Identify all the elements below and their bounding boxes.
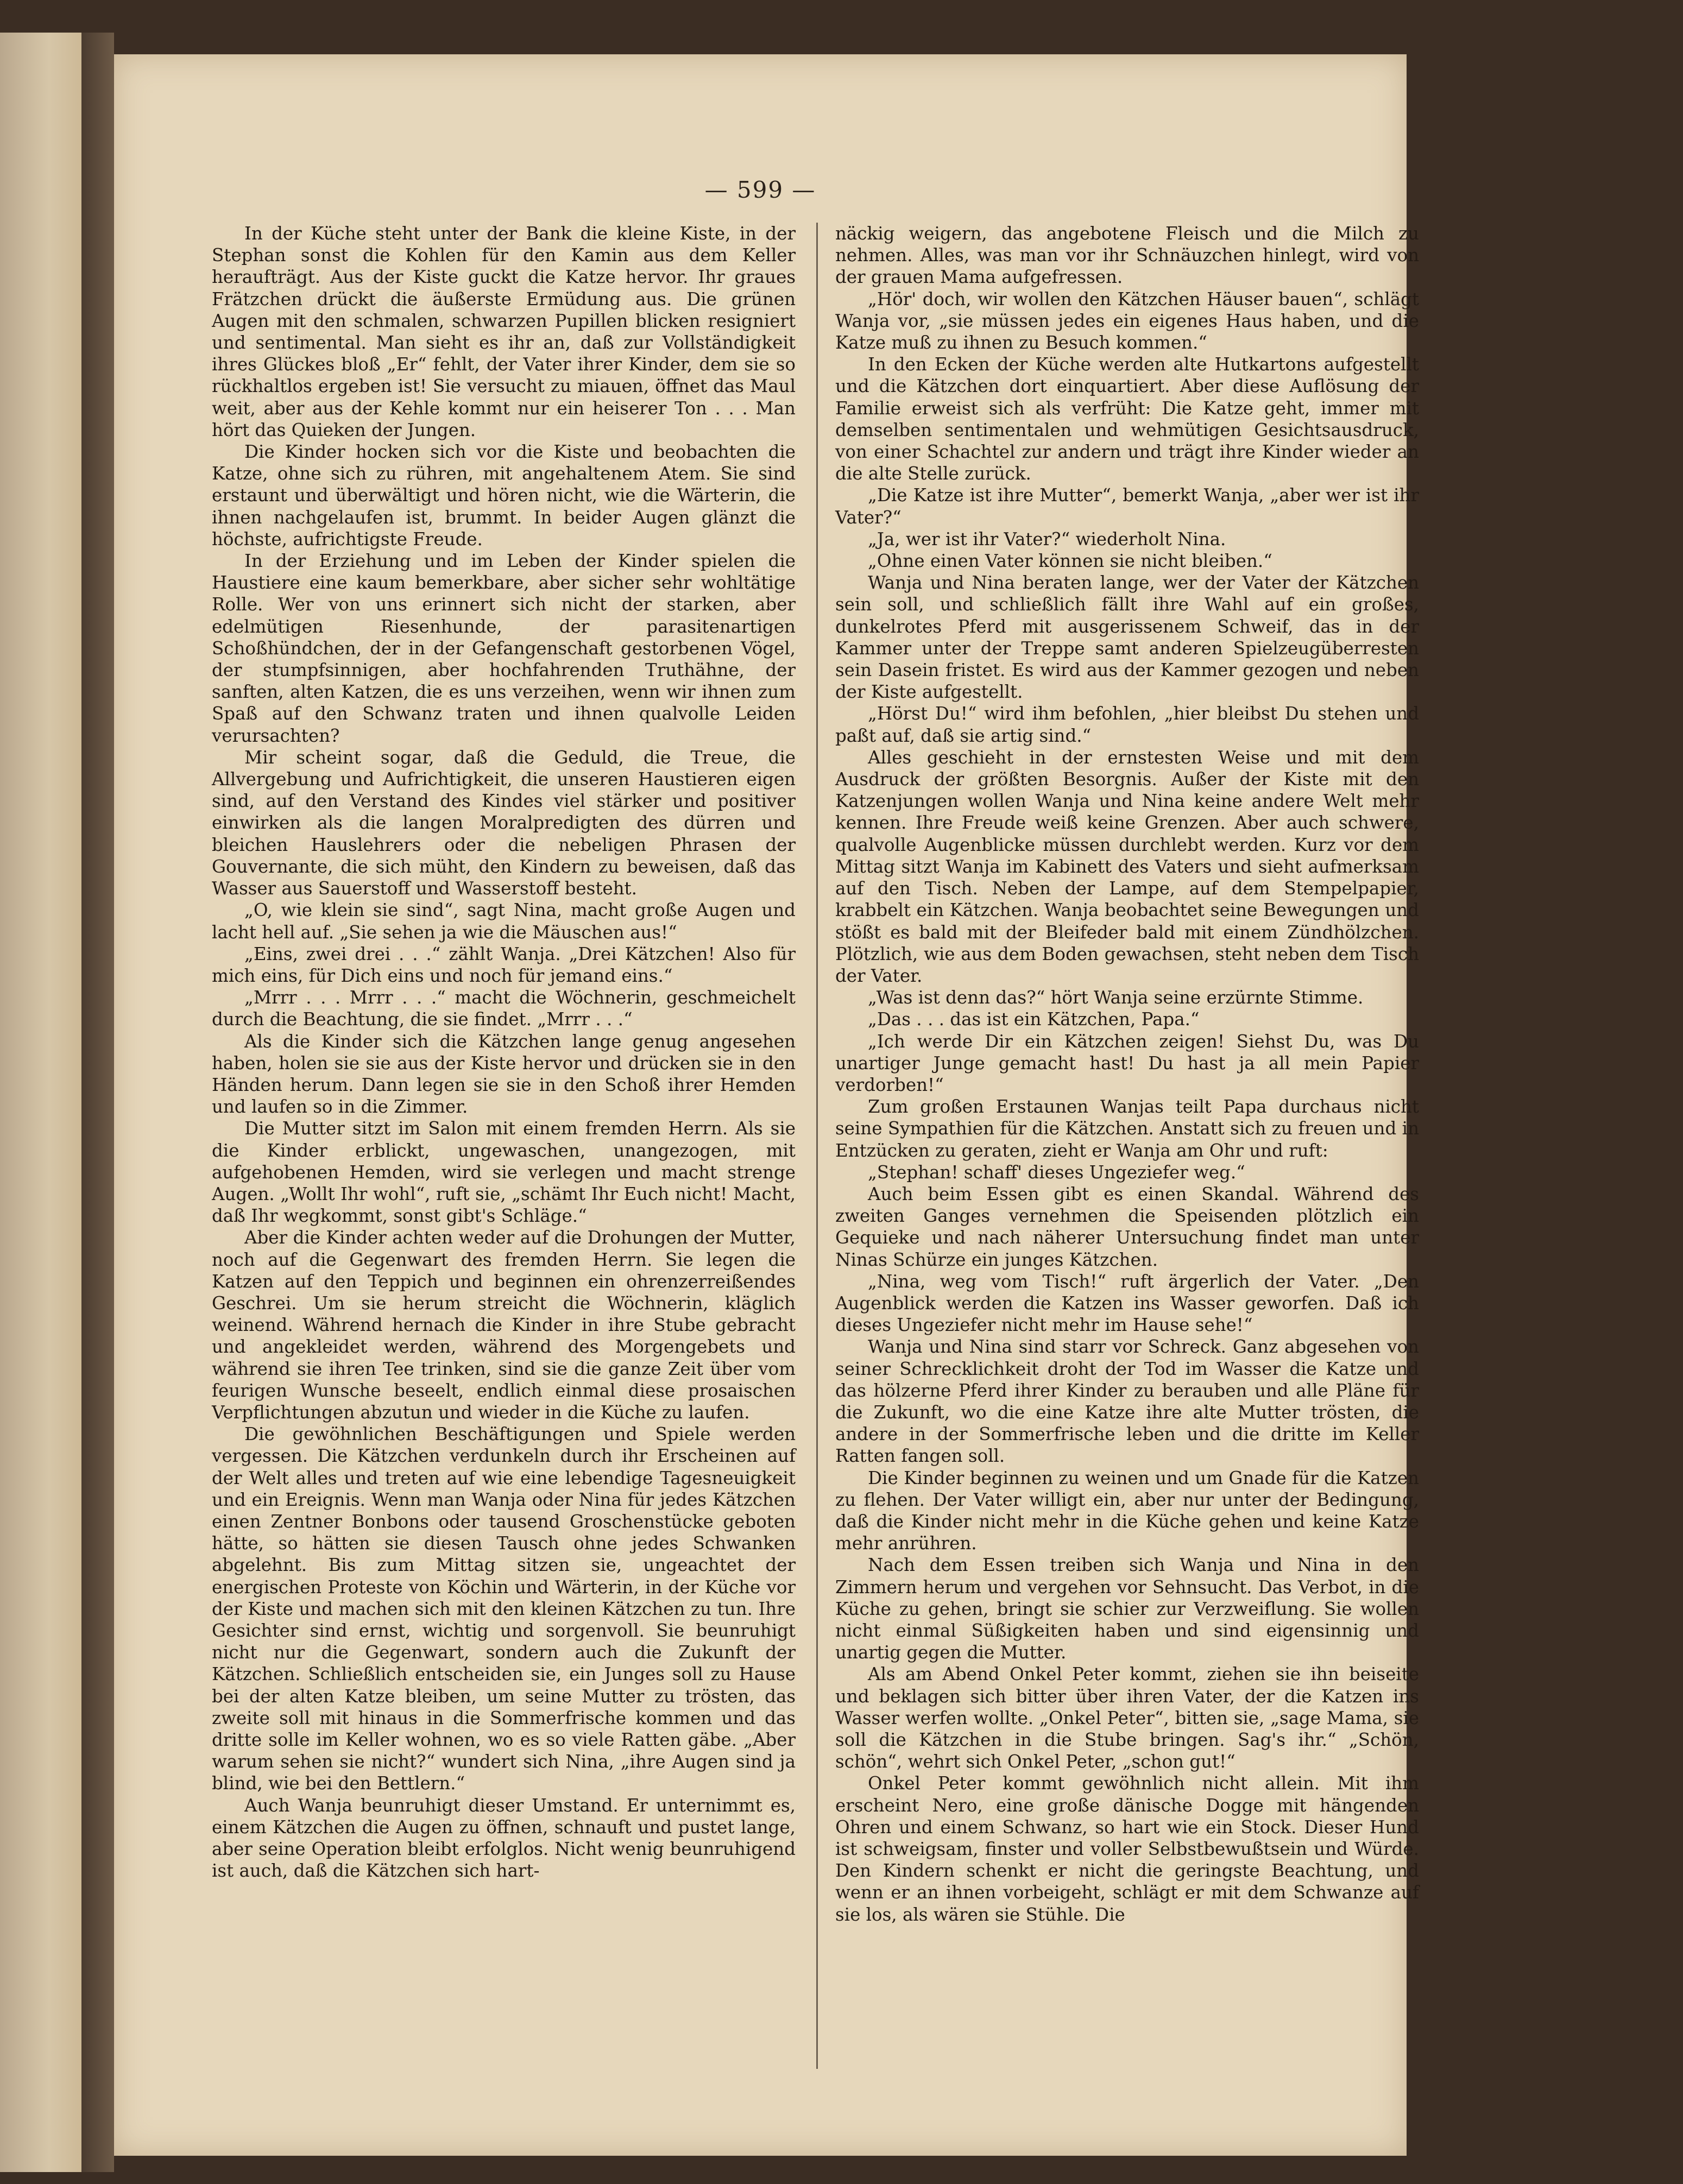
paragraph: „Nina, weg vom Tisch!“ ruft ärgerlich der Vater. „Den Augenblick werden die Katzen ins Wasser geworfen. Daß ich dieses Ungeziefer nicht mehr im Hause sehe!“ — [835, 1271, 1419, 1336]
paragraph: Als am Abend Onkel Peter kommt, ziehen sie ihn beiseite und beklagen sich bitter über ihren Vater, der die Katzen ins Wasser werfen wollte. „Onkel Peter“, bitten sie, „sage Mama, sie soll die Kätzchen in die Stube bringen. Sag's ihr.“ „Schön, schön“, wehrt sich Onkel Peter, „schon gut!“ — [835, 1664, 1419, 1772]
column-divider — [816, 223, 818, 2069]
paragraph: „Hörst Du!“ wird ihm befohlen, „hier bleibst Du stehen und paßt auf, daß sie artig sind.“ — [835, 703, 1419, 746]
paragraph: In der Erziehung und im Leben der Kinder spielen die Haustiere eine kaum bemerkbare, aber sicher sehr wohltätige Rolle. Wer von uns erinnert sich nicht der starken, aber edelmütigen Riesenhunde, der parasitenartigen Schoßhündchen, der in der Gefangenschaft gestorbenen Vögel, der stumpfsinnigen, aber hochfahrenden Truthähne, der sanften, alten Katzen, die es uns verzeihen, wenn wir ihnen zum Spaß auf den Schwanz traten und ihnen qualvolle Leiden verursachten? — [212, 551, 796, 746]
paragraph: „Stephan! schaff' dieses Ungeziefer weg.“ — [868, 1162, 1245, 1183]
paragraph: Die Mutter sitzt im Salon mit einem fremden Herrn. Als sie die Kinder erblickt, ungewaschen, unangezogen, mit aufgehobenen Hemden, wird sie verlegen und macht strenge Augen. „Wollt Ihr wohl“, ruft sie, „schämt Ihr Euch nicht! Macht, daß Ihr wegkommt, sonst gibt's Schläge.“ — [212, 1118, 796, 1227]
paragraph: Aber die Kinder achten weder auf die Drohungen der Mutter, noch auf die Gegenwart des fremden Herrn. Sie legen die Katzen auf den Teppich und beginnen ein ohrenzerreißendes Geschrei. Um sie herum streicht die Wöchnerin, kläglich weinend. Während hernach die Kinder in ihre Stube gebracht und angekleidet werden, während des Morgengebets und während sie ihren Tee trinken, sind sie die ganze Zeit über vom feurigen Wunsche beseelt, endlich einmal diese prosaischen Verpflichtungen abzutun und wieder in die Küche zu laufen. — [212, 1227, 796, 1423]
paragraph: Die Kinder beginnen zu weinen und um Gnade für die Katzen zu flehen. Der Vater willigt ein, aber nur unter der Bedingung, daß die Kinder nicht mehr in die Küche gehen und keine Katze mehr anrühren. — [835, 1467, 1419, 1554]
paragraph: Die gewöhnlichen Beschäftigungen und Spiele werden vergessen. Die Kätzchen verdunkeln durch ihr Erscheinen auf der Welt alles und treten auf wie eine lebendige Tagesneuigkeit und ein Ereignis. Wenn man Wanja oder Nina für jedes Kätzchen einen Zentner Bonbons oder tausend Groschenstücke geboten hätte, so hätten sie diesen Tausch ohne jedes Schwanken abgelehnt. Bis zum Mittag sitzen sie, ungeachtet der energischen Proteste von Köchin und Wärterin, in der Küche vor der Kiste und machen sich mit den kleinen Kätzchen zu tun. Ihre Gesichter sind ernst, wichtig und sorgenvoll. Sie beunruhigt nicht nur die Gegenwart, sondern auch die Zukunft der Kätzchen. Schließlich entscheiden sie, ein Junges soll zu Hause bei der alten Katze bleiben, um seine Mutter zu trösten, das zweite soll mit hinaus in die Sommerfrische kommen und das dritte solle im Keller wohnen, wo es so viele Ratten gäbe. „Aber warum sehen sie nicht?“ wundert sich Nina, „ihre Augen sind ja blind, wie bei den Bettlern.“ — [212, 1424, 796, 1794]
paragraph: „O, wie klein sie sind“, sagt Nina, macht große Augen und lacht hell auf. „Sie sehen ja wie die Mäuschen aus!“ — [212, 900, 796, 943]
paragraph: Nach dem Essen treiben sich Wanja und Nina in den Zimmern herum und vergehen vor Sehnsucht. Das Verbot, in die Küche zu gehen, bringt sie schier zur Verzweiflung. Sie wollen nicht einmal Süßigkeiten haben und sind eigensinnig und unartig gegen die Mutter. — [835, 1555, 1419, 1663]
paragraph: Als die Kinder sich die Kätzchen lange genug angesehen haben, holen sie sie aus der Kiste hervor und drücken sie in den Händen herum. Dann legen sie sie in den Schoß ihrer Hemden und laufen so in die Zimmer. — [212, 1031, 796, 1118]
document-page — [114, 54, 1419, 2156]
paragraph: „Die Katze ist ihre Mutter“, bemerkt Wanja, „aber wer ist ihr Vater?“ — [835, 485, 1419, 528]
right-column — [835, 223, 1419, 1926]
paragraph: Auch beim Essen gibt es einen Skandal. Während des zweiten Ganges vernehmen die Speisenden plötzlich ein Gequieke und nach näherer Untersuchung findet man unter Ninas Schürze ein junges Kätzchen. — [835, 1183, 1419, 1270]
paragraph: „Hör' doch, wir wollen den Kätzchen Häuser bauen“, schlägt Wanja vor, „sie müssen jedes ein eigenes Haus haben, und die Katze muß zu ihnen zu Besuch kommen.“ — [835, 288, 1419, 354]
paragraph: „Eins, zwei drei . . .“ zählt Wanja. „Drei Kätzchen! Also für mich eins, für Dich eins und noch für jemand eins.“ — [212, 943, 796, 986]
paragraph: „Ja, wer ist ihr Vater?“ wiederholt Nina. — [868, 528, 1226, 550]
paragraph: Die Kinder hocken sich vor die Kiste und beobachten die Katze, ohne sich zu rühren, mit angehaltenem Atem. Sie sind erstaunt und überwältigt und hören nicht, wie die Wärterin, die ihnen nachgelaufen ist, brummt. In beider Augen glänzt die höchste, aufrichtigste Freude. — [212, 441, 796, 550]
left-column — [212, 223, 796, 1882]
paragraph: In den Ecken der Küche werden alte Hutkartons aufgestellt und die Kätzchen dort einquartiert. Aber diese Auflösung der Familie erweist sich als verfrüht: Die Katze geht, immer mit demselben sentimentalen und wehmütigen Gesichtsausdruck, von einer Schachtel zur andern und trägt ihre Kinder wieder an die alte Stelle zurück. — [835, 354, 1419, 484]
paragraph: Auch Wanja beunruhigt dieser Umstand. Er unternimmt es, einem Kätzchen die Augen zu öffnen, schnauft und pustet lange, aber seine Operation bleibt erfolglos. Nicht wenig beunruhigend ist auch, daß die Kätzchen sich hart- — [212, 1795, 796, 1882]
paragraph: Zum großen Erstaunen Wanjas teilt Papa durchaus nicht seine Sympathien für die Kätzchen. Anstatt sich zu freuen und in Entzücken zu geraten, zieht er Wanja am Ohr und ruft: — [835, 1096, 1419, 1161]
paragraph: Alles geschieht in der ernstesten Weise und mit dem Ausdruck der größten Besorgnis. Außer der Kiste mit den Katzenjungen wollen Wanja und Nina keine andere Welt mehr kennen. Ihre Freude weiß keine Grenzen. Aber auch schwere, qualvolle Augenblicke müssen durchlebt werden. Kurz vor dem Mittag sitzt Wanja im Kabinett des Vaters und sieht aufmerksam auf den Tisch. Neben der Lampe, auf dem Stempelpapier, krabbelt ein Kätzchen. Wanja beobachtet seine Bewegungen und stößt es bald mit der Bleifeder bald mit einem Zündhölzchen. Plötzlich, wie aus dem Boden gewachsen, steht neben dem Tisch der Vater. — [835, 747, 1419, 986]
paragraph: Wanja und Nina beraten lange, wer der Vater der Kätzchen sein soll, und schließlich fällt ihre Wahl auf ein großes, dunkelrotes Pferd mit ausgerissenem Schweif, das in der Kammer unter der Treppe samt anderen Spielzeugüberresten sein Dasein fristet. Es wird aus der Kammer gezogen und neben der Kiste aufgestellt. — [835, 572, 1419, 703]
paragraph: „Ohne einen Vater können sie nicht bleiben.“ — [868, 551, 1272, 572]
paragraph: In der Küche steht unter der Bank die kleine Kiste, in der Stephan sonst die Kohlen für den Kamin aus dem Keller heraufträgt. Aus der Kiste guckt die Katze hervor. Ihr graues Frätzchen drückt die äußerste Ermüdung aus. Die grünen Augen mit den schmalen, schwarzen Pupillen blicken resigniert und sentimental. Man sieht es ihr an, daß zur Vollständigkeit ihres Glückes bloß „Er“ fehlt, der Vater ihrer Kinder, dem sie so rückhaltlos ergeben ist! Sie versucht zu miauen, öffnet das Maul weit, aber aus der Kehle kommt nur ein heiserer Ton . . . Man hört das Quieken der Jungen. — [212, 223, 796, 440]
paragraph: „Mrrr . . . Mrrr . . .“ macht die Wöchnerin, geschmeichelt durch die Beachtung, die sie findet. „Mrrr . . .“ — [212, 987, 796, 1030]
paragraph-continuation: näckig weigern, das angebotene Fleisch und die Milch zu nehmen. Alles, was man vor ihr Schnäuzchen hinlegt, wird von der grauen Mama aufgefressen. — [835, 223, 1419, 288]
paragraph: Onkel Peter kommt gewöhnlich nicht allein. Mit ihm erscheint Nero, eine große dänische Dogge mit hängenden Ohren und einem Schwanz, so hart wie ein Stock. Dieser Hund ist schweigsam, finster und voller Selbstbewußtsein und Würde. Den Kindern schenkt er nicht die geringste Beachtung, und wenn er an ihnen vorbeigeht, schlägt er mit dem Schwanze auf sie los, als wären sie Stühle. Die — [835, 1773, 1419, 1925]
previous-page-edge — [0, 33, 81, 2172]
paragraph: Mir scheint sogar, daß die Geduld, die Treue, die Allvergebung und Aufrichtigkeit, die unseren Haustieren eigen sind, auf den Verstand des Kindes viel stärker und positiver einwirken als die langen Moralpredigten des dürren und bleichen Hauslehrers oder die nebeligen Phrasen der Gouvernante, die sich müht, den Kindern zu beweisen, daß das Wasser aus Sauerstoff und Wasserstoff besteht. — [212, 747, 796, 899]
page-number: — 599 — — [704, 176, 816, 203]
book-gutter — [81, 33, 114, 2172]
paragraph: „Das . . . das ist ein Kätzchen, Papa.“ — [868, 1009, 1200, 1030]
paragraph: Wanja und Nina sind starr vor Schreck. Ganz abgesehen von seiner Schrecklichkeit droht der Tod im Wasser die Katze und das hölzerne Pferd ihrer Kinder zu berauben und alle Pläne für die Zukunft, wo die eine Katze ihre alte Mutter trösten, die andere in der Sommerfrische leben und die dritte im Keller Ratten fangen soll. — [835, 1336, 1419, 1467]
paragraph: „Ich werde Dir ein Kätzchen zeigen! Siehst Du, was Du unartiger Junge gemacht hast! Du hast ja all mein Papier verdorben!“ — [835, 1031, 1419, 1095]
paragraph: „Was ist denn das?“ hört Wanja seine erzürnte Stimme. — [868, 987, 1364, 1008]
